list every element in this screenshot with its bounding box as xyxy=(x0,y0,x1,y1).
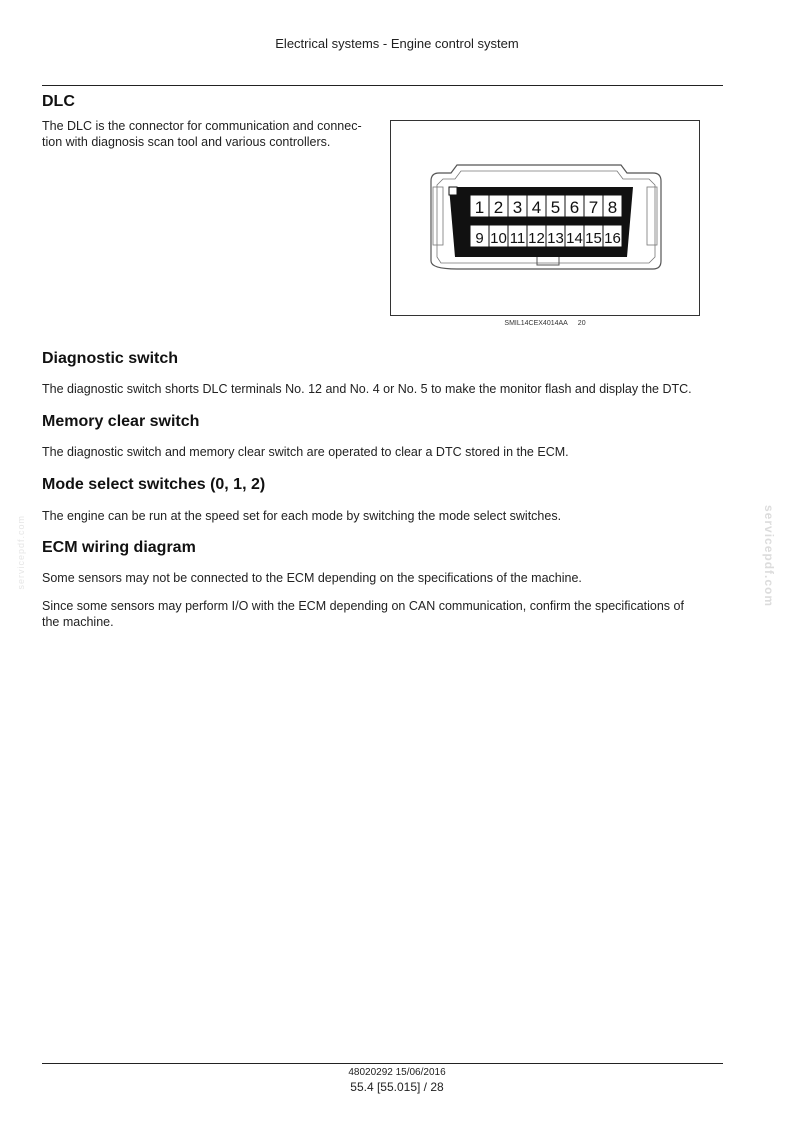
dlc-connector-figure xyxy=(390,120,700,316)
mode-select-heading: Mode select switches (0, 1, 2) xyxy=(42,476,266,493)
watermark-left: servicepdf.com xyxy=(16,515,26,590)
bottom-pin-label-16: 16 xyxy=(604,230,621,247)
top-pin-label-7: 7 xyxy=(588,198,599,217)
bottom-pin-label-14: 14 xyxy=(566,230,583,247)
top-pin-label-6: 6 xyxy=(569,198,580,217)
dlc-heading: DLC xyxy=(42,93,75,110)
figure-caption xyxy=(390,320,700,327)
bottom-pin-label-10: 10 xyxy=(490,230,507,247)
top-pin-label-4: 4 xyxy=(531,198,542,217)
diagnostic-switch-heading: Diagnostic switch xyxy=(42,350,179,367)
bottom-pin-label-13: 13 xyxy=(547,230,564,247)
pins-bottom-row xyxy=(470,225,622,247)
mode-select-text: The engine can be run at the speed set for each mode by switching the mode select switches. xyxy=(42,509,562,523)
watermark-right: servicepdf.com xyxy=(762,505,776,608)
bottom-pin-label-15: 15 xyxy=(585,230,602,247)
memory-clear-text: The diagnostic switch and memory clear switch are operated to clear a DTC stored in the ECM. xyxy=(42,445,569,459)
top-pin-label-1: 1 xyxy=(474,198,485,217)
top-pin-label-2: 2 xyxy=(493,198,504,217)
bottom-pin-label-11: 11 xyxy=(509,230,526,247)
bottom-pin-label-9: 9 xyxy=(475,230,484,247)
ecm-wiring-heading: ECM wiring diagram xyxy=(42,539,196,556)
ecm-wiring-text1: Some sensors may not be connected to the ECM depending on the specifications of the machine. xyxy=(42,571,582,585)
ecm-wiring-text2-line2: the machine. xyxy=(42,615,114,629)
figure-number: 20 xyxy=(577,320,586,327)
ecm-wiring-text2-line1: Since some sensors may perform I/O with the ECM depending on CAN communication, confirm the specifications of xyxy=(42,599,684,613)
top-pin-label-3: 3 xyxy=(512,198,523,217)
figure-code: SMIL14CEX4014AA xyxy=(504,320,568,327)
dlc-text-line2: tion with diagnosis scan tool and various controllers. xyxy=(42,135,331,149)
page-header: Electrical systems - Engine control system xyxy=(275,36,519,51)
dlc-connector-drawing xyxy=(391,121,699,315)
diagnostic-switch-text: The diagnostic switch shorts DLC terminals No. 12 and No. 4 or No. 5 to make the monitor flash and display the DTC. xyxy=(42,382,692,396)
footer-rule xyxy=(42,1063,723,1064)
footer-doc-id: 48020292 15/06/2016 xyxy=(348,1067,446,1078)
bottom-pin-label-12: 12 xyxy=(528,230,545,247)
top-pin-label-5: 5 xyxy=(550,198,561,217)
pins-top-row xyxy=(470,195,622,217)
dlc-text-line1: The DLC is the connector for communication and connec- xyxy=(42,119,362,133)
top-pin-label-8: 8 xyxy=(607,198,618,217)
footer-page-number: 55.4 [55.015] / 28 xyxy=(350,1080,444,1094)
header-rule xyxy=(42,85,723,86)
memory-clear-heading: Memory clear switch xyxy=(42,413,200,430)
